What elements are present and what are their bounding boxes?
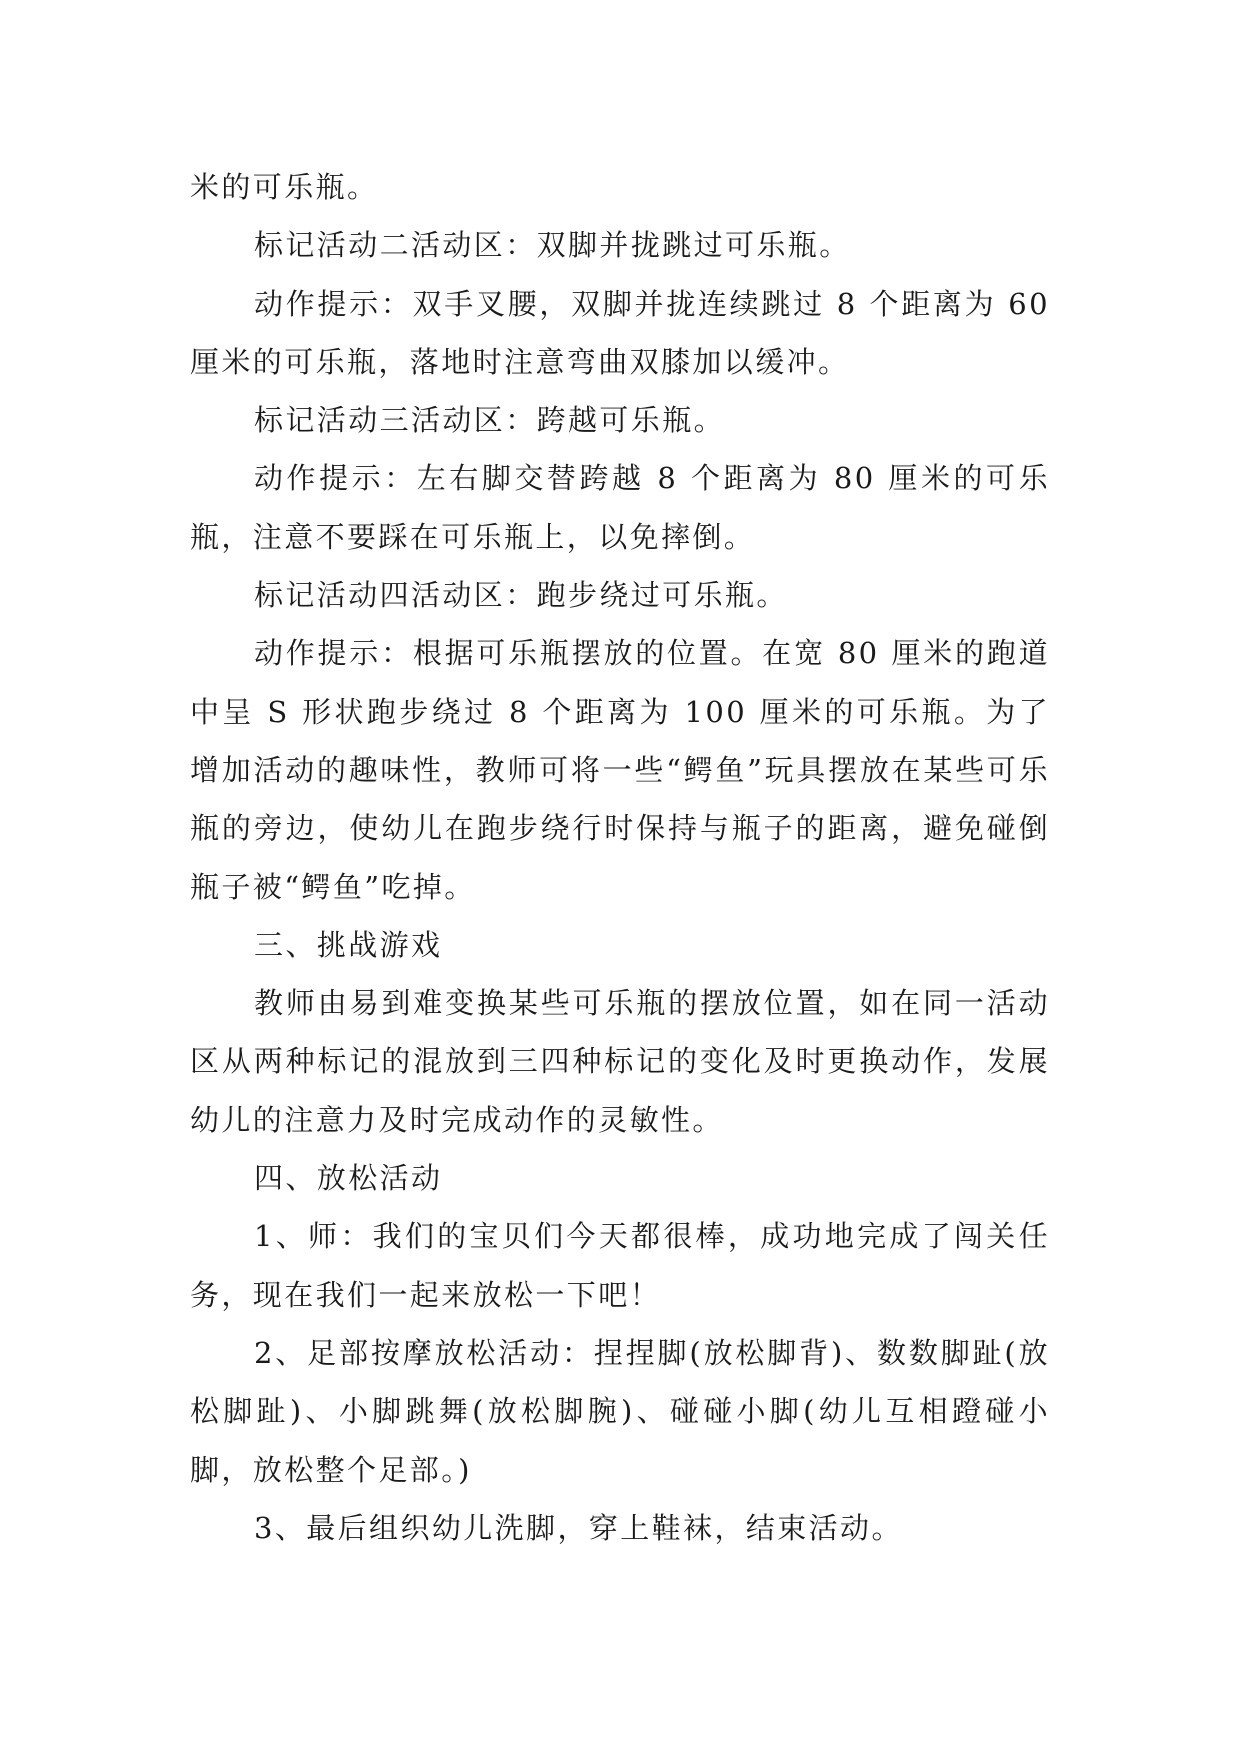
paragraph-challenge-game: 教师由易到难变换某些可乐瓶的摆放位置，如在同一活动区从两种标记的混放到三四种标记的变化及时更换动作，发展幼儿的注意力及时完成动作的灵敏性。 bbox=[190, 986, 1050, 1137]
paragraph-marker-activity-four: 标记活动四活动区：跑步绕过可乐瓶。 bbox=[254, 578, 788, 613]
paragraph-relax-step-1: 1、师：我们的宝贝们今天都很棒，成功地完成了闯关任务，现在我们一起来放松一下吧！ bbox=[190, 1219, 1050, 1312]
paragraph-relax-step-2: 2、足部按摩放松活动：捏捏脚(放松脚背)、数数脚趾(放松脚趾)、小脚跳舞(放松脚腕)、碰碰小脚(幼儿互相蹬碰小脚，放松整个足部。) bbox=[190, 1335, 1050, 1487]
paragraph-marker-activity-three: 标记活动三活动区：跨越可乐瓶。 bbox=[254, 403, 726, 438]
paragraph-action-tip-two: 动作提示：双手叉腰，双脚并拢连续跳过 8 个距离为 60 厘米的可乐瓶，落地时注意弯曲双膝加以缓冲。 bbox=[190, 286, 1050, 379]
paragraph-action-tip-four: 动作提示：根据可乐瓶摆放的位置。在宽 80 厘米的跑道中呈 S 形状跑步绕过 8 个距离为 100 厘米的可乐瓶。为了增加活动的趣味性，教师可将一些“鳄鱼”玩具摆放在某些可乐瓶的旁边，使幼儿在跑步绕行时保持与瓶子的距离，避免碰倒瓶子被“鳄鱼”吃掉。 bbox=[190, 636, 1050, 904]
paragraph-continuation: 米的可乐瓶。 bbox=[190, 170, 379, 204]
section-heading-relax-activity: 四、放松活动 bbox=[254, 1161, 443, 1196]
section-heading-challenge-game: 三、挑战游戏 bbox=[254, 927, 443, 962]
paragraph-marker-activity-two: 标记活动二活动区：双脚并拢跳过可乐瓶。 bbox=[254, 228, 851, 263]
paragraph-relax-step-3: 3、最后组织幼儿洗脚，穿上鞋袜，结束活动。 bbox=[254, 1510, 903, 1545]
paragraph-action-tip-three: 动作提示：左右脚交替跨越 8 个距离为 80 厘米的可乐瓶，注意不要踩在可乐瓶上，以免摔倒。 bbox=[190, 461, 1050, 554]
document-body bbox=[190, 158, 1050, 1557]
